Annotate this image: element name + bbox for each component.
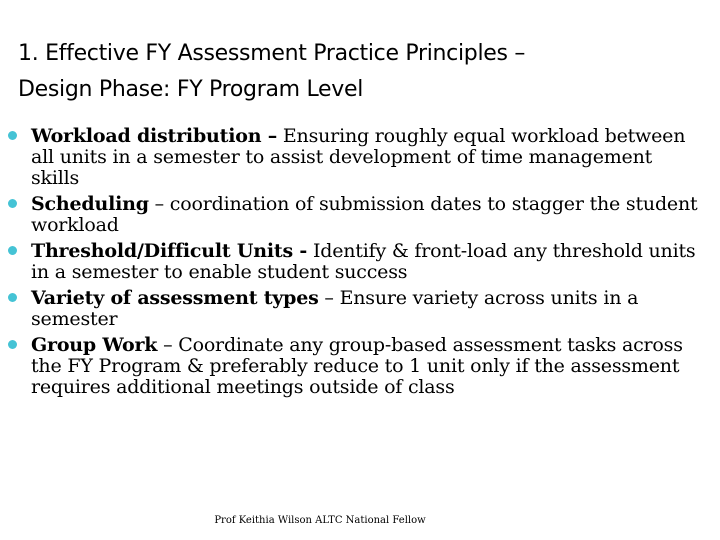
bullet-item-threshold [8, 241, 698, 283]
bullet-term: Variety of assessment types [31, 287, 319, 309]
bullet-term: Scheduling [31, 193, 149, 215]
bullet-text: – Ensure variety across units in a semester [31, 287, 639, 330]
slide-title-line-1: 1. Effective FY Assessment Practice Principles – [18, 41, 526, 66]
slide-title-line-2: Design Phase: FY Program Level [18, 77, 364, 102]
bullet-term: Workload distribution – [31, 125, 278, 147]
slide-footer: Prof Keithia Wilson ALTC National Fellow [214, 515, 426, 526]
bullet-text: – Coordinate any group-based assessment tasks across the FY Program & preferably reduce to 1 unit only if the assessment requires additional meetings outside of class [31, 334, 683, 398]
bullet-dot-icon [8, 199, 17, 208]
bullet-item-group-work [8, 335, 698, 398]
bullet-text: Ensuring roughly equal workload between all units in a semester to assist development of time management skills [31, 125, 686, 189]
bullet-item-workload [8, 126, 698, 189]
bullet-list [8, 126, 698, 403]
bullet-text: Identify & front-load any threshold units in a semester to enable student success [31, 240, 696, 283]
bullet-text: – coordination of submission dates to stagger the student workload [31, 193, 698, 236]
bullet-dot-icon [8, 293, 17, 302]
bullet-term: Group Work [31, 334, 158, 356]
bullet-item-variety [8, 288, 698, 330]
bullet-item-scheduling [8, 194, 698, 236]
bullet-dot-icon [8, 246, 17, 255]
bullet-term: Threshold/Difficult Units - [31, 240, 308, 262]
bullet-dot-icon [8, 131, 17, 140]
slide-title [18, 36, 708, 108]
bullet-dot-icon [8, 340, 17, 349]
